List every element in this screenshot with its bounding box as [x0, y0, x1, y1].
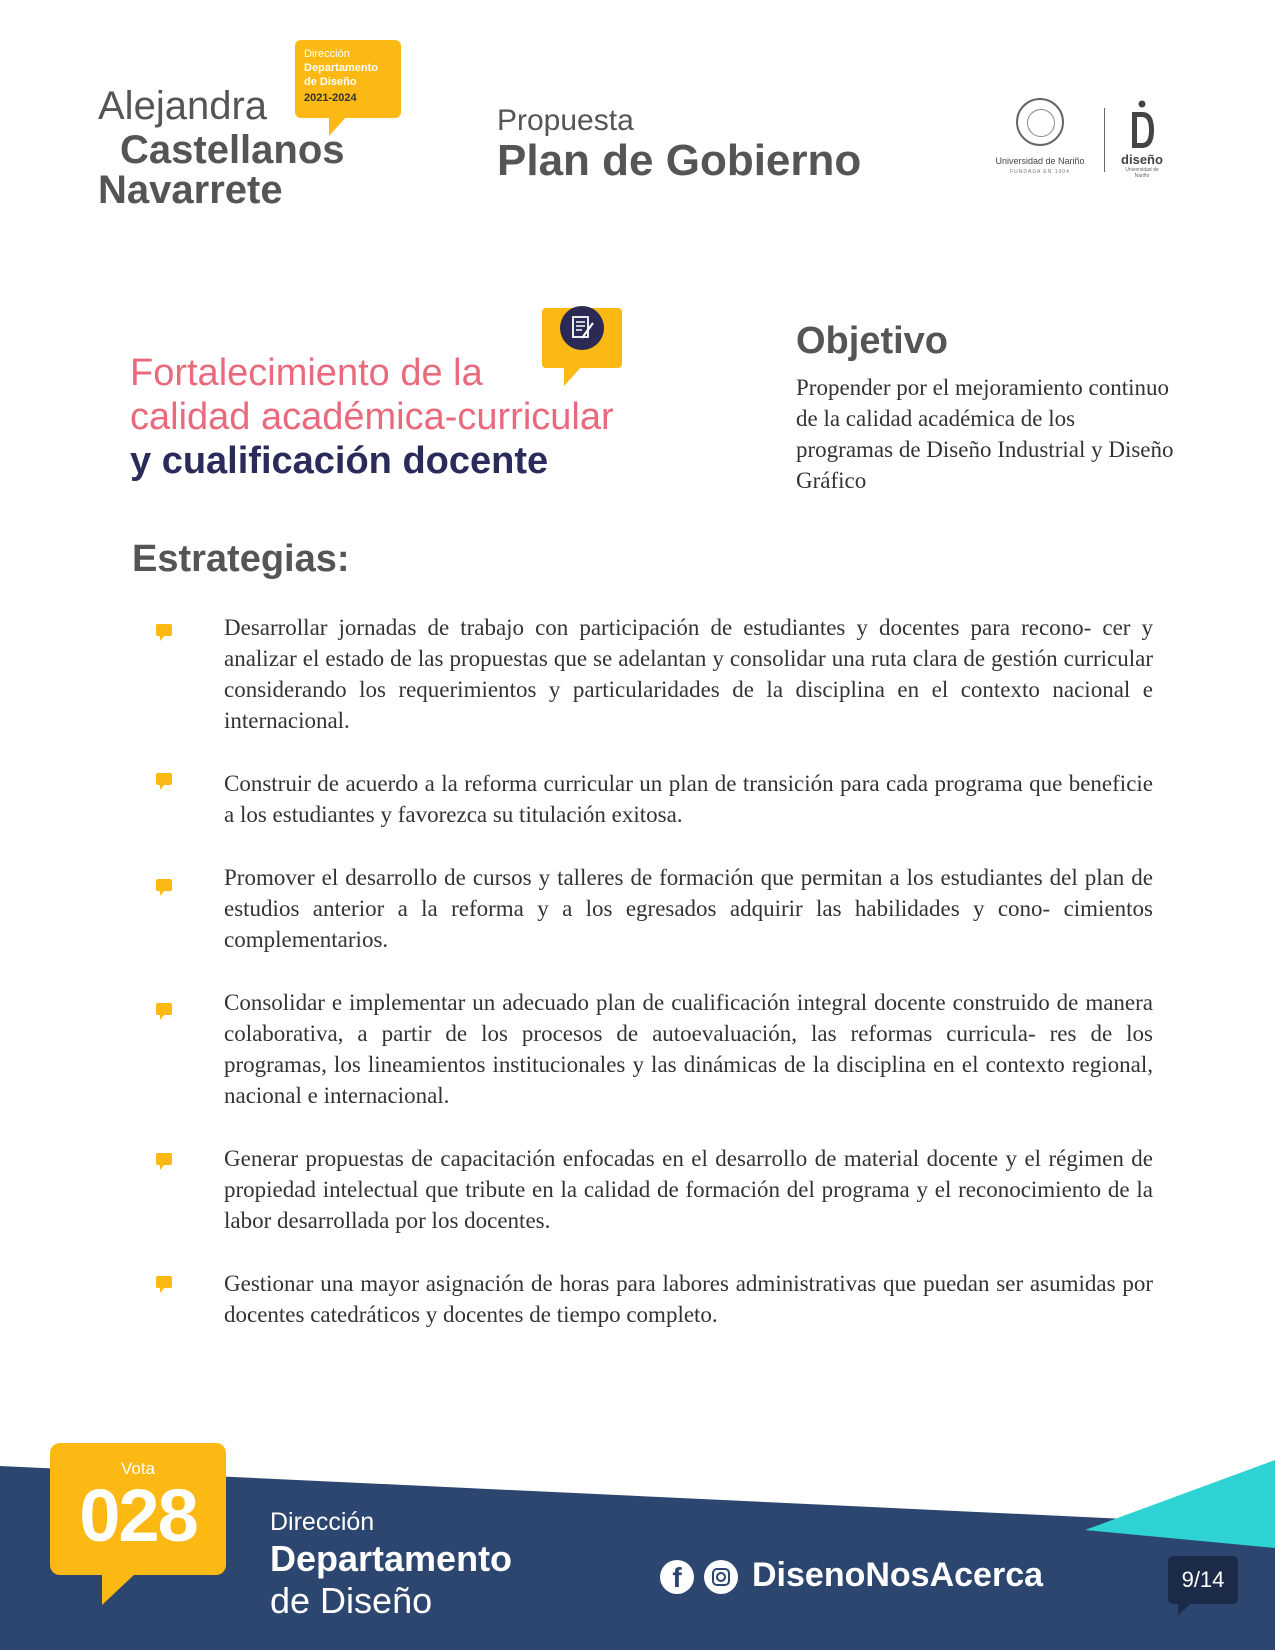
proposal-subtitle: Propuesta [497, 104, 634, 137]
social-handle[interactable]: DisenoNosAcerca [752, 1556, 1044, 1594]
diseno-logo-subtext: Universidad de Nariño [1125, 167, 1159, 179]
bullet-icon [156, 1276, 172, 1288]
logo-divider [1104, 108, 1105, 172]
vote-badge [50, 1443, 226, 1575]
proposal-title: Plan de Gobierno [497, 136, 862, 185]
instagram-icon[interactable] [704, 1560, 738, 1594]
strategy-item-3: Promover el desarrollo de cursos y talleres de formación que permitan a los estudiantes del plan de estudios anterior a la reforma y a los egresados adquirir las habilidades y cono- cimientos complementarios. [224, 865, 1153, 952]
candidate-last-name-2: Navarrete [98, 168, 283, 212]
candidate-first-name: Alejandra [98, 84, 268, 128]
objective-text: Propender por el mejoramiento continuo de la calidad académica de los programas de Diseño Industrial y Diseño Gráfico [796, 375, 1174, 493]
candidate-last-name-1: Castellanos [120, 128, 345, 172]
badge-years: 2021-2024 [304, 92, 357, 104]
university-logo [990, 98, 1090, 180]
objective-title: Objetivo [796, 320, 949, 362]
strategies-title: Estrategias: [132, 538, 350, 580]
section-icon-bubble [542, 308, 622, 368]
strategy-item-1: Desarrollar jornadas de trabajo con participación de estudiantes y docentes para recono- cer y analizar el estado de las propuestas que se adelantan y consolidar una ruta clara de gestión curricular considerando los requerimientos y particularidades de la disciplina en el contexto nacional e internacional. [224, 615, 1153, 733]
section-title-line-2: calidad académica-curricular [130, 396, 614, 438]
document-pen-icon [560, 306, 604, 350]
university-founded: FUNDADA EN 1904 [1010, 169, 1070, 175]
badge-line-1: Dirección [304, 48, 350, 60]
badge-line-2: Departamento [304, 62, 378, 74]
diseno-logo-text: diseño [1121, 152, 1163, 167]
direction-badge [295, 40, 401, 118]
badge-line-3: de Diseño [304, 76, 357, 88]
footer-direction-line-1: Dirección [270, 1508, 375, 1536]
section-title-line-1: Fortalecimiento de la [130, 352, 483, 394]
diseno-d-icon [1118, 100, 1166, 152]
diseno-logo [1118, 100, 1166, 180]
strategy-item-2: Construir de acuerdo a la reforma curricular un plan de transición para cada programa que beneficie a los estudiantes y favorezca su titulación exitosa. [224, 771, 1153, 827]
bullet-icon [156, 624, 172, 636]
vote-number: 028 [79, 1474, 197, 1557]
bullet-icon [156, 773, 172, 785]
strategy-item-6: Gestionar una mayor asignación de horas para labores administrativas que puedan ser asumidas por docentes catedráticos y docentes de tiempo completo. [224, 1271, 1153, 1327]
bullet-icon [156, 1003, 172, 1015]
strategy-item-4: Consolidar e implementar un adecuado plan de cualificación integral docente construido de manera colaborativa, a partir de los procesos de autoevaluación, las reformas curricula- res de los programas, los lineamientos institucionales y las dinámicas de la disciplina en el contexto regional, nacional e internacional. [224, 990, 1153, 1108]
university-name: Universidad de Nariño [995, 156, 1085, 166]
section-title-line-3: y cualificación docente [130, 440, 549, 482]
footer-direction-line-3: de Diseño [270, 1580, 433, 1621]
vote-label: Vota [120, 1459, 156, 1478]
page-number-badge [1168, 1556, 1238, 1604]
bullet-icon [156, 879, 172, 891]
facebook-icon[interactable]: f [660, 1560, 694, 1594]
footer-direction-line-2: Departamento [270, 1538, 513, 1579]
bullet-icon [156, 1153, 172, 1165]
strategy-item-5: Generar propuestas de capacitación enfocadas en el desarrollo de material docente y el régimen de propiedad intelectual que tribute en la calidad de formación del programa y el reconocimiento de la labor desarrollada por los docentes. [224, 1146, 1153, 1233]
page-number: 9/14 [1181, 1567, 1225, 1592]
university-seal-icon [1016, 98, 1064, 146]
